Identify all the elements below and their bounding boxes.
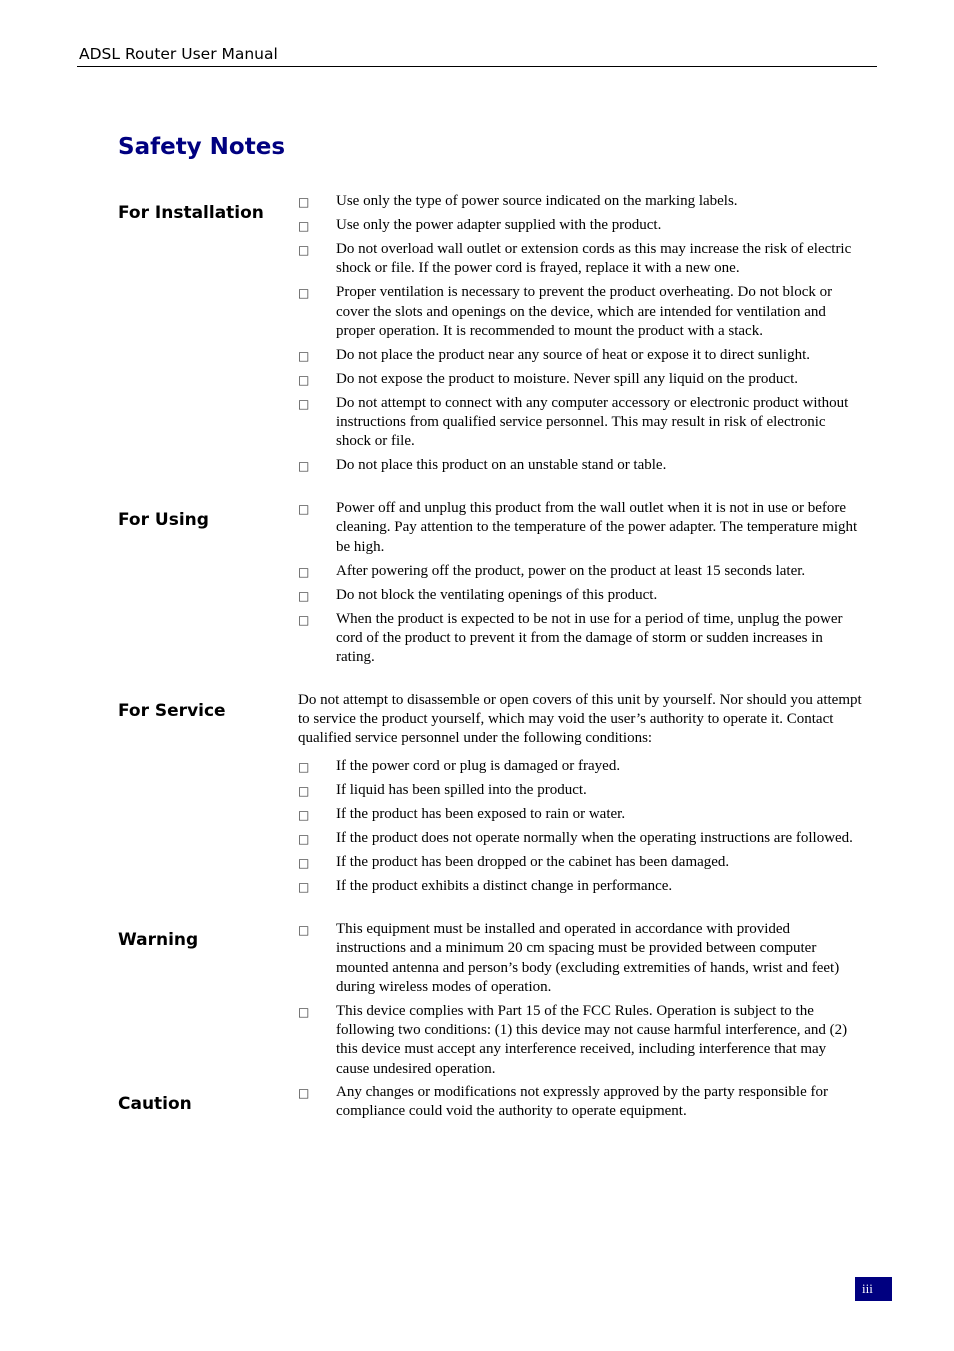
list-item: □ Use only the type of power source indicated on the marking labels. [298,192,863,211]
checkbox-bullet-icon: □ [298,286,310,301]
list-item: □ Proper ventilation is necessary to prevent the product overheating. Do not block or cover the slots and openings on the device, which are intended for ventilation and proper operation. It is recommended to mount the product with a stack. [298,284,833,339]
checkbox-bullet-icon: □ [298,218,310,233]
running-header: ADSL Router User Manual [79,45,278,63]
checkbox-bullet-icon: □ [298,760,310,774]
checkbox-bullet-icon: □ [298,588,310,603]
checkbox-bullet-icon: □ [298,564,310,579]
checkbox-bullet-icon: □ [298,396,310,411]
list-item: □ Do not attempt to connect with any computer accessory or electronic product without instructions from qualified service personnel. This may result in risk of electronic shock or file. [298,394,849,450]
checkbox-bullet-icon: □ [298,612,310,627]
checkbox-bullet-icon: □ [298,502,310,516]
service-intro: Do not attempt to disassemble or open covers of this unit by yourself. Nor should you attempt to service the product yourself, which may void the user’s authority to operate it. Contact qualified service personnel under the following conditions: [298,692,862,746]
list-item: □ This equipment must be installed and operated in accordance with provided instructions and a minimum 20 cm spacing must be provided between computer mounted antenna and person’s body (excluding extremities of hands, wrist and feet) during wireless modes of operation. [298,921,840,995]
header-rule [77,66,877,67]
list-item: □ If the power cord or plug is damaged or frayed. [298,757,863,776]
list-item: □ If the product does not operate normally when the operating instructions are followed. [298,829,863,848]
list-item: □ If liquid has been spilled into the product. [298,781,863,800]
warning-list [298,920,863,1084]
list-item: □ Do not block the ventilating openings of this product. [298,586,863,605]
section-label-caution: Caution [118,1094,192,1114]
list-item: □ If the product has been dropped or the cabinet has been damaged. [298,853,863,872]
list-item: □ Any changes or modifications not expressly approved by the party responsible for compliance could void the authority to operate equipment. [298,1084,828,1120]
page-title: Safety Notes [118,134,286,160]
checkbox-bullet-icon: □ [298,1086,310,1100]
checkbox-bullet-icon: □ [298,783,310,798]
installation-list [298,192,863,480]
list-item: □ After powering off the product, power on the product at least 15 seconds later. [298,562,863,581]
list-item: □ When the product is expected to be not in use for a period of time, unplug the power cord of the product to prevent it from the damage of storm or sudden increases in rating. [298,610,843,666]
section-label-installation: For Installation [118,203,264,223]
list-item: □ Power off and unplug this product from the wall outlet when it is not in use or before cleaning. Pay attention to the temperature of the power adapter. The temperature might be high. [298,500,858,555]
caution-list [298,1083,863,1126]
list-item: □ Do not place the product near any source of heat or expose it to direct sunlight. [298,346,863,365]
list-item: □ Use only the power adapter supplied with the product. [298,216,863,235]
checkbox-bullet-icon: □ [298,923,310,937]
list-item: □ If the product exhibits a distinct change in performance. [298,877,863,896]
checkbox-bullet-icon: □ [298,831,310,846]
checkbox-bullet-icon: □ [298,242,310,257]
checkbox-bullet-icon: □ [298,1004,310,1019]
list-item: □ If the product has been exposed to rain or water. [298,805,863,824]
checkbox-bullet-icon: □ [298,879,310,894]
section-label-using: For Using [118,510,209,530]
checkbox-bullet-icon: □ [298,195,310,209]
service-list [298,757,863,901]
checkbox-bullet-icon: □ [298,807,310,822]
list-item: □ This device complies with Part 15 of the FCC Rules. Operation is subject to the following two conditions: (1) this device may not cause harmful interference, and (2) this device must accept any interference received, including interference that may cause undesired operation. [298,1002,848,1077]
checkbox-bullet-icon: □ [298,348,310,363]
checkbox-bullet-icon: □ [298,372,310,387]
list-item: □ Do not expose the product to moisture. Never spill any liquid on the product. [298,370,863,389]
checkbox-bullet-icon: □ [298,459,310,474]
section-label-warning: Warning [118,930,199,950]
list-item: □ Do not overload wall outlet or extension cords as this may increase the risk of electric shock or file. If the power cord is frayed, replace it with a new one. [298,240,852,277]
page-number-badge: iii [855,1277,892,1301]
list-item: □ Do not place this product on an unstable stand or table. [298,456,863,475]
using-list [298,499,863,672]
section-label-service: For Service [118,701,226,721]
checkbox-bullet-icon: □ [298,855,310,870]
